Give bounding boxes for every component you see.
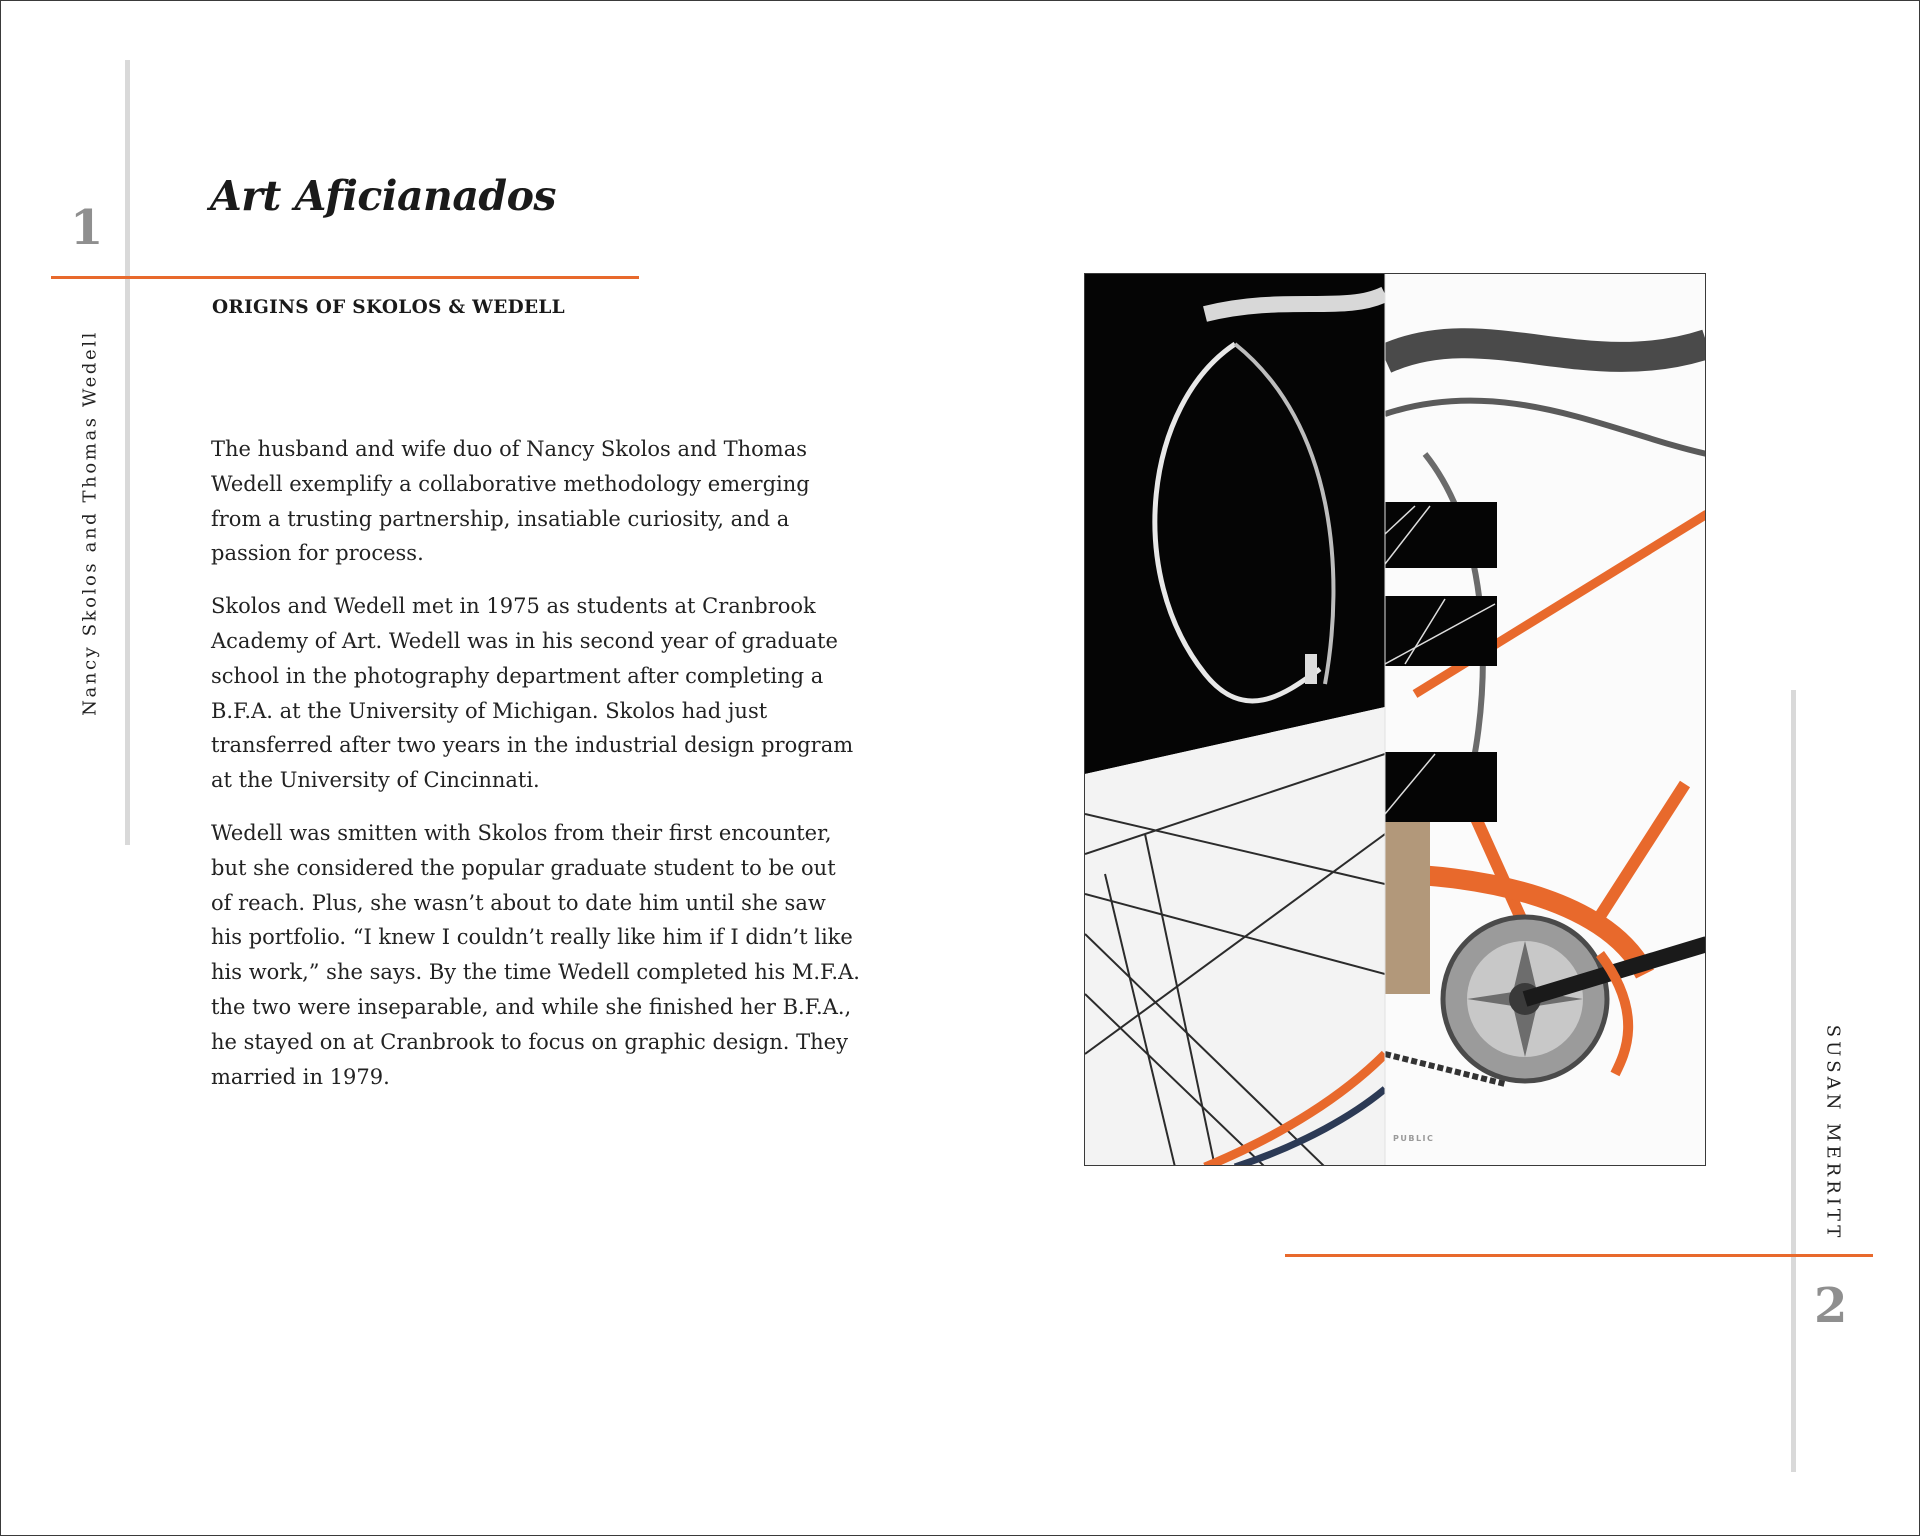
page-number-left: 1 <box>70 200 104 256</box>
chapter-title: Art Aficianados <box>210 172 557 220</box>
right-orange-rule <box>1285 1254 1873 1257</box>
body-paragraph: The husband and wife duo of Nancy Skolos and Thomas Wedell exemplify a collaborative methodology emerging from a trusting partnership, insatiable curiosity, and a passion for process. <box>211 437 810 566</box>
running-head-right: SUSAN MERRITT <box>1822 1024 1844 1242</box>
left-orange-rule <box>51 276 639 279</box>
running-head-left: Nancy Skolos and Thomas Wedell <box>79 330 101 716</box>
bicycle-poster-image <box>1084 273 1706 1166</box>
poster-label: PUBLIC <box>1393 1134 1435 1143</box>
body-paragraph: Skolos and Wedell met in 1975 as students at Cranbrook Academy of Art. Wedell was in his second year of graduate school in the photography department after completing a B.F.A. at the University of Michigan. Skolos had just transferred after two years in the industrial design program at the University of Cincinnati. <box>211 594 854 793</box>
section-subtitle: ORIGINS OF SKOLOS & WEDELL <box>212 297 565 318</box>
page-number-right: 2 <box>1814 1278 1848 1334</box>
bicycle-poster-artwork <box>1085 274 1706 1166</box>
right-vertical-rule <box>1791 690 1796 1472</box>
body-paragraph: Wedell was smitten with Skolos from their first encounter, but she considered the popular graduate student to be out of reach. Plus, she wasn’t about to date him until she saw his portfolio. “I knew I couldn’t really like him if I didn’t like his work,” she says. By the time Wedell completed his M.F.A. the two were inseparable, and while she finished her B.F.A., he stayed on at Cranbrook to focus on graphic design. They married in 1979. <box>211 820 860 1089</box>
body-text <box>211 432 861 1112</box>
left-vertical-rule <box>125 60 130 845</box>
